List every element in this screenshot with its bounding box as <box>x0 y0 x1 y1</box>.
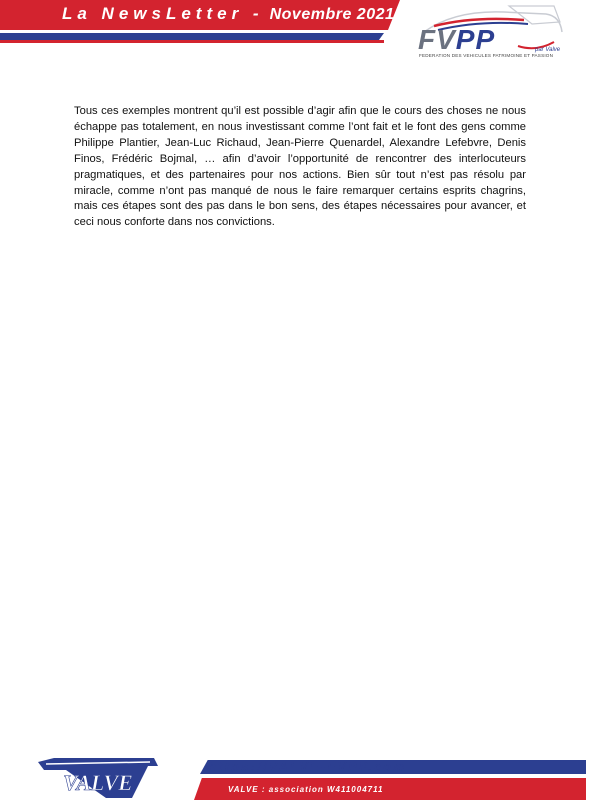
fvpp-logo-par: par Valve <box>535 47 561 53</box>
association-number: VALVE : association W411004711 <box>228 785 384 794</box>
fvpp-logo-subtitle: FEDERATION DES VEHICULES PATRIMOINE ET PASSION <box>419 53 554 58</box>
article-paragraph: Tous ces exemples montrent qu’il est possible d’agir afin que le cours des choses ne nous échappe pas totalement, en nous investissant comme l’ont fait et le font des gens comme Philippe Plantier, Jean-Luc Richaud, Jean-Pierre Quenardel, Alexandre Lefebvre, Denis Finos, Frédéric Bojmal, … afin d’avoir l’opportunité de rencontrer des interlocuteurs pragmatiques, et des partenaires pour nos actions. Bien sûr tout n’est pas résolu par miracle, comme n’ont pas manqué de nous le faire remarquer certains esprits chagrins, mais ces étapes sont des pas dans le bon sens, des étapes nécessaires pour avancer, et ceci nous conforte dans nos convictions. <box>74 105 526 229</box>
valve-logo-text: VALVE <box>63 770 133 795</box>
newsletter-name: La NewsLetter - <box>62 4 264 23</box>
header-stripe-accent <box>0 40 384 43</box>
valve-logo <box>36 756 160 800</box>
article-body <box>74 104 526 231</box>
newsletter-month: Novembre 2021 <box>269 6 395 23</box>
website-link[interactable]: https://VALVE-FVPP.com <box>208 760 407 774</box>
newsletter-title <box>62 4 394 26</box>
fvpp-logo-wordmark: FVPP <box>418 24 496 55</box>
